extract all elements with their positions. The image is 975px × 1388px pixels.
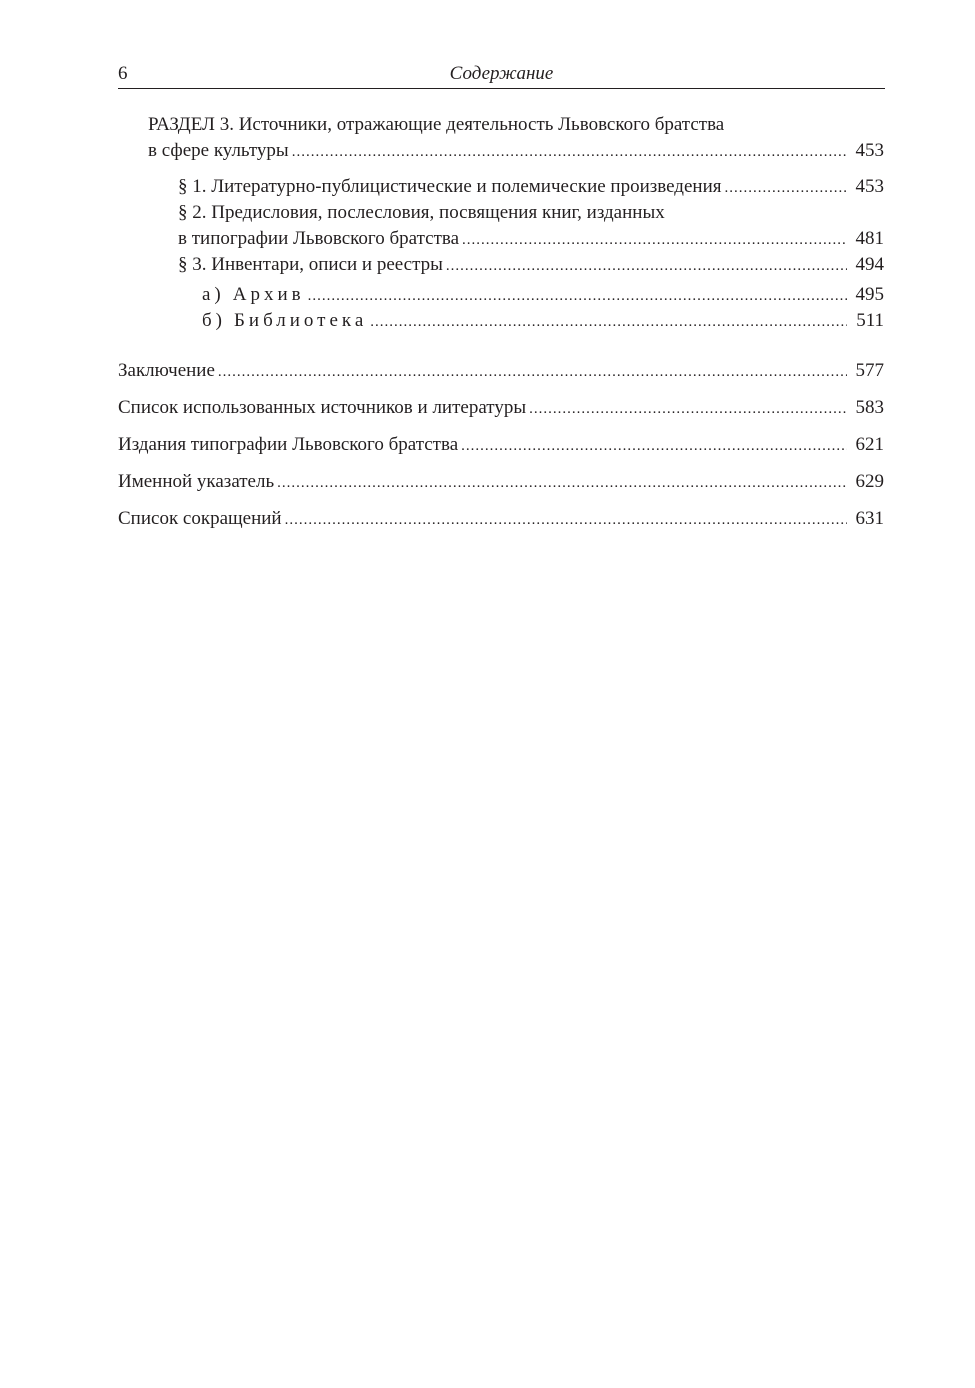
toc-page-number: 481 bbox=[855, 228, 884, 249]
toc-entry-paragraph-1 bbox=[118, 174, 884, 200]
toc-entry-text: § 2. Предисловия, послесловия, посвящения книг, изданных bbox=[178, 202, 665, 223]
toc-entry-text: Список использованных источников и литературы bbox=[118, 397, 527, 418]
toc-page-number: 511 bbox=[856, 310, 884, 331]
toc-page-number: 631 bbox=[855, 508, 884, 529]
dot-leader bbox=[218, 359, 847, 385]
toc-entry-conclusion bbox=[118, 358, 884, 384]
table-of-contents bbox=[118, 112, 884, 532]
toc-entry-library bbox=[118, 308, 884, 334]
toc-entry-paragraph-2-line1 bbox=[118, 200, 884, 226]
dot-leader bbox=[292, 139, 847, 165]
dot-leader bbox=[446, 253, 847, 279]
toc-page-number: 629 bbox=[855, 471, 884, 492]
toc-page-number: 494 bbox=[855, 254, 884, 275]
dot-leader bbox=[277, 470, 847, 496]
toc-entry-paragraph-2 bbox=[118, 226, 884, 252]
dot-leader bbox=[725, 175, 848, 201]
toc-entry-text: Заключение bbox=[118, 360, 215, 381]
toc-entry-section3-line1 bbox=[118, 112, 884, 138]
toc-page-number: 453 bbox=[855, 140, 884, 161]
dot-leader bbox=[370, 309, 847, 335]
toc-entry-text: в сфере культуры bbox=[148, 140, 289, 161]
toc-entry-names-index bbox=[118, 469, 884, 495]
running-title: Содержание bbox=[449, 63, 554, 84]
toc-page-number: 495 bbox=[855, 284, 884, 305]
toc-page-number: 453 bbox=[855, 176, 884, 197]
dot-leader bbox=[308, 283, 847, 309]
toc-entry-text: РАЗДЕЛ 3. Источники, отражающие деятельность Львовского братства bbox=[148, 114, 725, 135]
toc-entry-marker: а) bbox=[202, 284, 225, 305]
dot-leader bbox=[285, 507, 847, 533]
toc-page-number: 577 bbox=[855, 360, 884, 381]
dot-leader bbox=[529, 396, 847, 422]
toc-entry-archive bbox=[118, 282, 884, 308]
toc-entry-paragraph-3 bbox=[118, 252, 884, 278]
dot-leader bbox=[462, 227, 847, 253]
toc-entry-sources bbox=[118, 395, 884, 421]
toc-entry-text: в типографии Львовского братства bbox=[178, 228, 460, 249]
page-number: 6 bbox=[118, 63, 128, 84]
toc-entry-text: Издания типографии Львовского братства bbox=[118, 434, 459, 455]
toc-entry-text: Библиотека bbox=[234, 310, 368, 331]
toc-page-number: 621 bbox=[855, 434, 884, 455]
toc-entry-text: Архив bbox=[232, 284, 305, 305]
toc-entry-text: § 1. Литературно-публицистические и полемические произведения bbox=[178, 176, 722, 197]
toc-entry-marker: б) bbox=[202, 310, 226, 331]
toc-entry-text: Именной указатель bbox=[118, 471, 275, 492]
toc-entry-abbreviations bbox=[118, 506, 884, 532]
toc-page-number: 583 bbox=[855, 397, 884, 418]
running-header bbox=[118, 60, 885, 89]
toc-entry-text: § 3. Инвентари, описи и реестры bbox=[178, 254, 443, 275]
toc-entry-text: Список сокращений bbox=[118, 508, 282, 529]
dot-leader bbox=[461, 433, 847, 459]
toc-entry-section3 bbox=[118, 138, 884, 164]
toc-entry-editions bbox=[118, 432, 884, 458]
